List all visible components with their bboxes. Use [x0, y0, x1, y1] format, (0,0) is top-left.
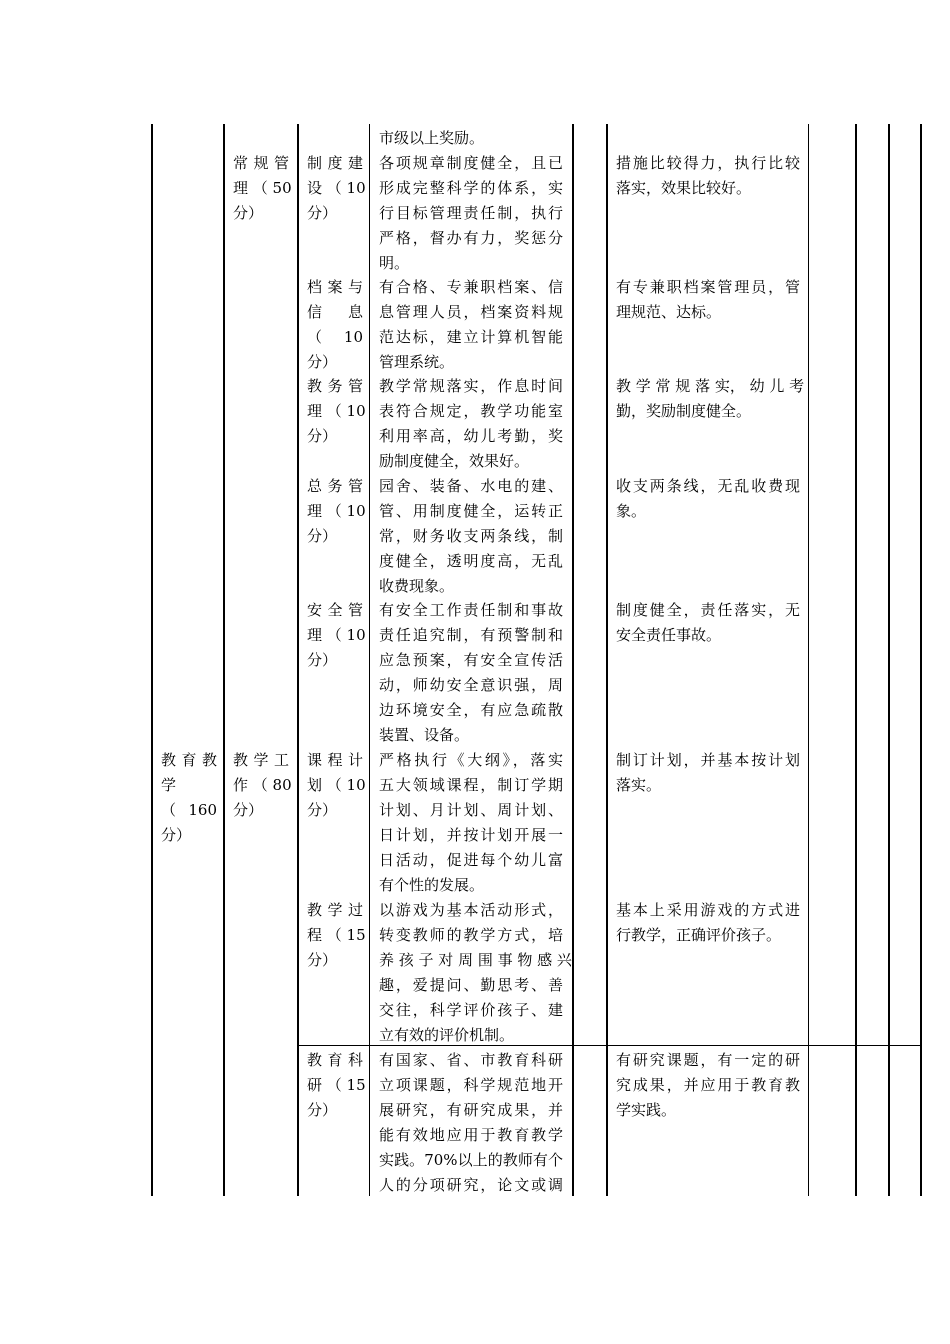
- standard-line: 管、用制度健全，运转正: [379, 502, 563, 520]
- item-line: 划 （ 10: [307, 776, 366, 794]
- remark-line: 有研究课题，有一定的研: [616, 1051, 800, 1069]
- standard-line: 严格执行《大纲》，落实: [379, 751, 563, 769]
- item-line: 分）: [307, 951, 338, 969]
- item-line: 档 案 与: [307, 278, 363, 296]
- standard-line: 有安全工作责任制和事故: [379, 601, 563, 619]
- standard-line: 养 孩 子 对 周 围 事 物 感 兴: [379, 951, 572, 969]
- border-line: [888, 124, 890, 1196]
- standard-line: 励制度健全，效果好。: [379, 452, 530, 470]
- item-line: 课 程 计: [307, 751, 363, 769]
- standard-line: 责任追究制，有预警制和: [379, 626, 563, 644]
- item-line: 分）: [307, 427, 338, 445]
- teaching-line: 教 学 工: [233, 751, 289, 769]
- standard-line: 管理系统。: [379, 353, 455, 371]
- standard-cell: [379, 275, 563, 375]
- remark-line: 制度健全，责任落实，无: [616, 601, 800, 619]
- remark-line: 基本上采用游戏的方式进: [616, 901, 800, 919]
- standard-line: 日计划，并按计划开展一: [379, 826, 563, 844]
- standard-cell: [379, 374, 563, 474]
- standard-cell: [379, 1048, 563, 1198]
- standard-line: 装置、设备。: [379, 726, 470, 744]
- standard-cell: [379, 126, 563, 151]
- standard-line: 应急预案，有安全宣传活: [379, 651, 563, 669]
- standard-line: 能有效地应用于教育教学: [379, 1126, 563, 1144]
- standard-line: 市级以上奖励。: [379, 129, 485, 147]
- item-line: 制 度 建: [307, 154, 363, 172]
- item-line: 分）: [307, 527, 338, 545]
- item-line: 分）: [307, 353, 338, 371]
- remark-line: 究成果，并应用于教育教: [616, 1076, 800, 1094]
- item-cell: [307, 1048, 366, 1123]
- remark-line: 行教学，正确评价孩子。: [616, 926, 782, 944]
- item-line: 教 学 过: [307, 901, 363, 919]
- standard-line: 利用率高，幼儿考勤，奖: [379, 427, 563, 445]
- item-cell: [307, 374, 366, 449]
- item-cell: [307, 748, 366, 823]
- item-cell: [307, 898, 366, 973]
- standard-line: 有个性的发展。: [379, 876, 485, 894]
- remark-line: 落实，效果比较好。: [616, 179, 752, 197]
- item-cell: [307, 598, 366, 673]
- standard-line: 各项规章制度健全，且已: [379, 154, 563, 172]
- standard-line: 息管理人员，档案资料规: [379, 303, 563, 321]
- standard-line: 园舍、装备、水电的建、: [379, 477, 563, 495]
- routine-line: 理 （ 50: [233, 179, 292, 197]
- border-line: [606, 124, 608, 1196]
- item-line: 研 （ 15: [307, 1076, 366, 1094]
- standard-line: 行目标管理责任制，执行: [379, 204, 563, 222]
- border-line: [572, 124, 574, 1196]
- routine-line: 常 规 管: [233, 154, 289, 172]
- border-line: [920, 124, 922, 1196]
- remark-cell: [616, 374, 805, 424]
- category-line: 分）: [161, 826, 192, 844]
- remark-line: 象。: [616, 502, 647, 520]
- teaching-line: 作 （ 80: [233, 776, 292, 794]
- item-line: 理 （ 10: [307, 502, 366, 520]
- remark-cell: [616, 151, 800, 201]
- category-line: 教 育 教: [161, 751, 217, 769]
- item-line: 分）: [307, 1101, 338, 1119]
- item-line: 分）: [307, 651, 338, 669]
- standard-line: 严格，督办有力，奖惩分: [379, 229, 563, 247]
- border-line: [808, 124, 809, 1196]
- remark-line: 勤，奖励制度健全。: [616, 402, 752, 420]
- standard-line: 范达标，建立计算机智能: [379, 328, 563, 346]
- remark-cell: [616, 898, 800, 948]
- border-line: [855, 124, 857, 1196]
- standard-line: 交往，科学评价孩子、建: [379, 1001, 563, 1019]
- teaching-line: 分）: [233, 801, 264, 819]
- standard-line: 展研究，有研究成果，并: [379, 1101, 563, 1119]
- remark-line: 有专兼职档案管理员，管: [616, 278, 800, 296]
- border-line: [297, 124, 299, 1196]
- standard-line: 收费现象。: [379, 577, 455, 595]
- item-cell: [307, 275, 363, 375]
- border-line: [369, 124, 370, 1196]
- remark-cell: [616, 1048, 800, 1123]
- remark-line: 学实践。: [616, 1101, 677, 1119]
- item-line: 教 务 管: [307, 377, 363, 395]
- category-line: 学: [161, 776, 177, 794]
- standard-line: 实践。70%以上的教师有个: [379, 1151, 563, 1169]
- routine-line: 分）: [233, 204, 264, 222]
- remark-cell: [616, 748, 800, 798]
- standard-line: 有国家、省、市教育科研: [379, 1051, 563, 1069]
- item-line: 理 （ 10: [307, 402, 366, 420]
- item-line: 总 务 管: [307, 477, 363, 495]
- standard-cell: [379, 598, 563, 748]
- item-line: 分）: [307, 801, 338, 819]
- item-line: 分）: [307, 204, 338, 222]
- category-line: （ 160: [161, 801, 217, 819]
- standard-line: 五大领域课程，制订学期: [379, 776, 563, 794]
- teaching-work-cell: [233, 748, 292, 823]
- standard-line: 度健全，透明度高，无乱: [379, 552, 563, 570]
- standard-line: 立项课题，科学规范地开: [379, 1076, 563, 1094]
- item-line: 程 （ 15: [307, 926, 366, 944]
- standard-cell: [379, 151, 563, 276]
- remark-line: 教 学 常 规 落 实， 幼 儿 考: [616, 377, 805, 395]
- item-line: 信 息: [307, 303, 363, 321]
- standard-line: 立有效的评价机制。: [379, 1026, 515, 1044]
- item-cell: [307, 474, 366, 549]
- border-line: [151, 124, 153, 1196]
- standard-line: 趣，爱提问、勤思考、善: [379, 976, 563, 994]
- standard-line: 以游戏为基本活动形式，: [379, 901, 563, 919]
- standard-line: 常，财务收支两条线，制: [379, 527, 563, 545]
- item-line: 设 （ 10: [307, 179, 366, 197]
- standard-cell: [379, 748, 563, 898]
- standard-line: 教学常规落实，作息时间: [379, 377, 563, 395]
- standard-line: 表符合规定，教学功能室: [379, 402, 563, 420]
- remark-line: 安全责任事故。: [616, 626, 722, 644]
- item-line: 理 （ 10: [307, 626, 366, 644]
- remark-line: 收支两条线，无乱收费现: [616, 477, 800, 495]
- standard-line: 明。: [379, 254, 410, 272]
- remark-line: 落实。: [616, 776, 662, 794]
- remark-cell: [616, 275, 800, 325]
- remark-line: 制订计划，并基本按计划: [616, 751, 800, 769]
- item-line: （ 10: [307, 328, 363, 346]
- standard-line: 形成完整科学的体系，实: [379, 179, 563, 197]
- remark-line: 措施比较得力，执行比较: [616, 154, 800, 172]
- standard-line: 边环境安全，有应急疏散: [379, 701, 563, 719]
- standard-cell: [379, 474, 563, 599]
- standard-cell: [379, 898, 572, 1048]
- item-line: 安 全 管: [307, 601, 363, 619]
- standard-line: 人的分项研究，论文或调: [379, 1176, 563, 1194]
- standard-line: 动，师幼安全意识强，周: [379, 676, 563, 694]
- standard-line: 转变教师的教学方式，培: [379, 926, 563, 944]
- standard-line: 计划、月计划、周计划、: [379, 801, 563, 819]
- remark-cell: [616, 474, 800, 524]
- item-line: 教 育 科: [307, 1051, 363, 1069]
- standard-line: 日活动，促进每个幼儿富: [379, 851, 563, 869]
- remark-line: 理规范、达标。: [616, 303, 722, 321]
- remark-cell: [616, 598, 800, 648]
- routine-management-cell: [233, 151, 292, 226]
- standard-line: 有合格、专兼职档案、信: [379, 278, 563, 296]
- category-cell: [161, 748, 217, 848]
- item-cell: [307, 151, 366, 226]
- border-line: [223, 124, 225, 1196]
